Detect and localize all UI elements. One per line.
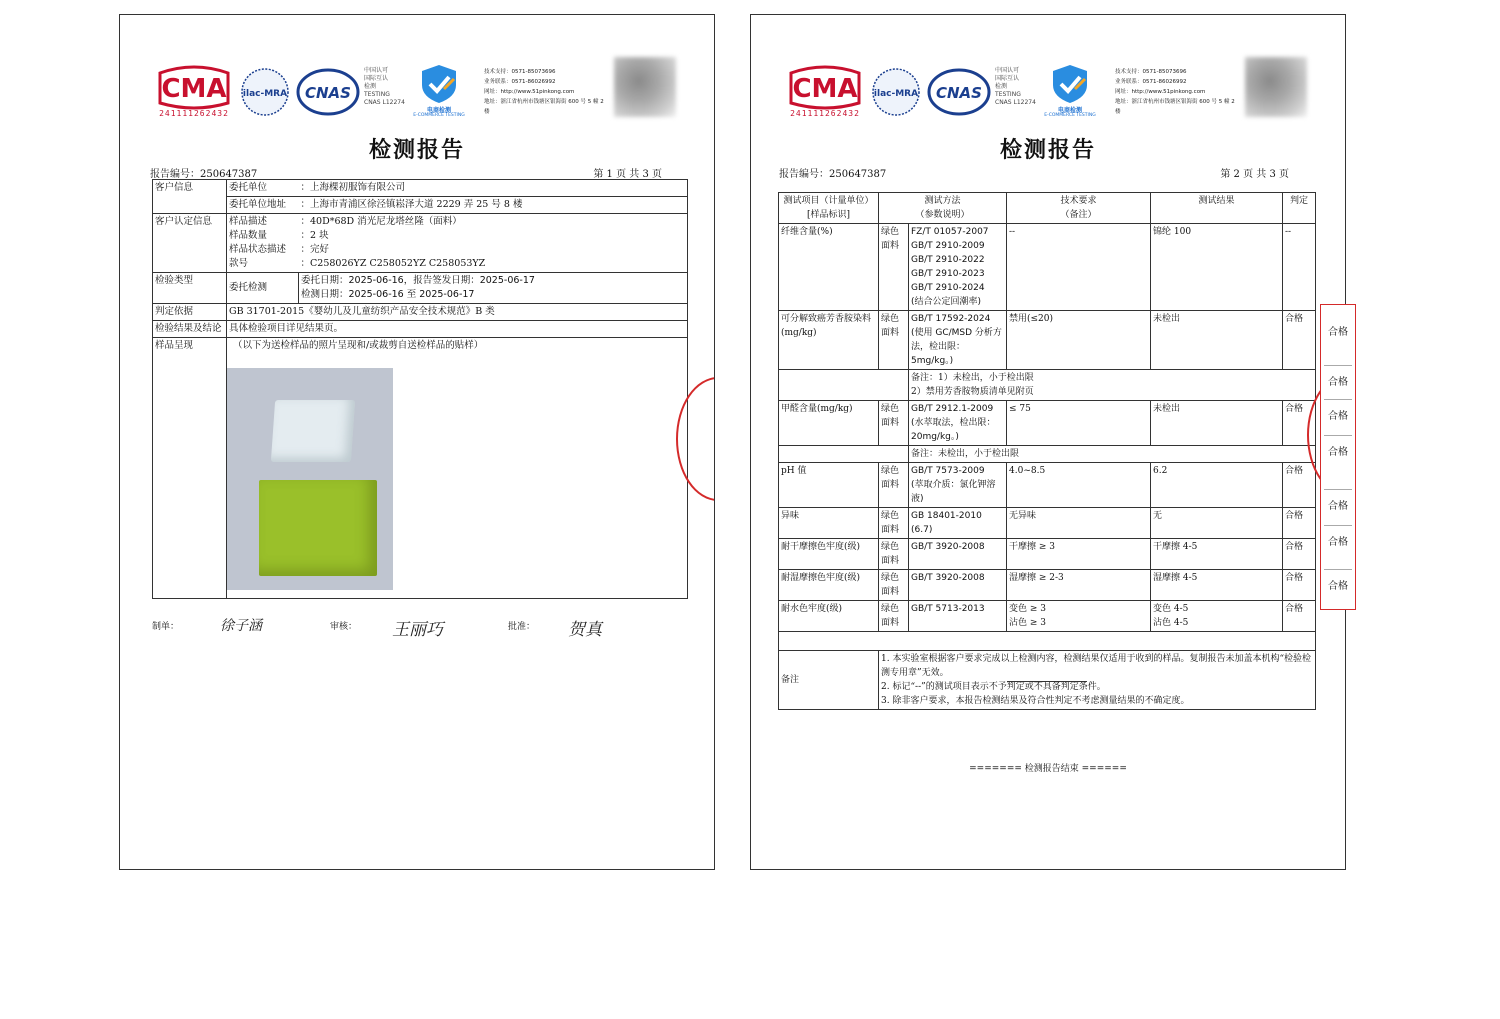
- note-cell: 备注：1）未检出，小于检出限 2）禁用芳香胺物质清单见附页: [909, 370, 1316, 401]
- confirm-labels: [227, 214, 299, 273]
- col-result: 测试结果: [1151, 193, 1283, 224]
- table-row: [153, 304, 688, 321]
- contact-address: 地址：浙江省杭州市钱塘区银海街 600 号 5 幢 2 楼: [1115, 99, 1235, 115]
- client-unit: 上海棵初服饰有限公司: [310, 182, 406, 193]
- header-logos: [154, 63, 694, 135]
- cnas-cert-text: 中国认可 国际互认 检测 TESTING CNAS L12274: [995, 67, 1036, 106]
- cma-logo-icon: [785, 63, 865, 115]
- ilac-mra-logo-icon: [871, 67, 921, 117]
- cnas-text: CNAS: [936, 84, 982, 102]
- item-cell: 异味: [779, 508, 879, 539]
- judge-cell: 合格: [1283, 311, 1316, 370]
- table-row: [153, 338, 688, 599]
- requirement-cell: --: [1007, 224, 1151, 311]
- insp-type-label: 检验类型: [153, 273, 227, 304]
- basis-label: 判定依据: [153, 304, 227, 321]
- ilac-text: ilac-MRA: [242, 89, 288, 99]
- cnas-cert-text: 中国认可 国际互认 检测 TESTING CNAS L12274: [364, 67, 405, 106]
- sample-cell: 绿色面料: [879, 539, 909, 570]
- result-value: 具体检验项目详见结果页。: [227, 321, 688, 338]
- requirement-cell: 干摩擦 ≥ 3: [1007, 539, 1151, 570]
- sample-note: （以下为送检样品的照片呈现和/或裁剪自送检样品的贴样）: [233, 340, 484, 351]
- cnas-logo-icon: [927, 67, 991, 117]
- result-cell: 锦纶 100: [1151, 224, 1283, 311]
- pass-separator: [1324, 489, 1352, 490]
- ecommerce-label: 电商检测: [426, 107, 451, 114]
- report-number: 报告编号：250647387: [779, 169, 887, 180]
- style-label: 款号: [229, 258, 249, 269]
- maker-label: 制单：: [152, 622, 180, 632]
- method-cell: GB 18401-2010 (6.7): [909, 508, 1007, 539]
- table-row: [153, 273, 688, 304]
- report-number: 报告编号：250647387: [150, 169, 258, 180]
- signature-row: [152, 619, 672, 643]
- pass-judgement-column: [1320, 304, 1356, 610]
- pass-separator: [1324, 435, 1352, 436]
- sample-cell: [227, 338, 688, 599]
- requirement-cell: 4.0~8.5: [1007, 463, 1151, 508]
- desc-label: 样品描述: [229, 216, 268, 227]
- page-number: 第 2 页 共 3 页: [1220, 169, 1289, 180]
- sample-cell: 绿色面料: [879, 570, 909, 601]
- note-row: [779, 446, 1316, 463]
- sample-cell: 绿色面料: [879, 311, 909, 370]
- ecommerce-label: 电商检测: [1057, 107, 1082, 114]
- results-body: [779, 224, 1316, 632]
- judge-cell: --: [1283, 224, 1316, 311]
- pass-separator: [1324, 399, 1352, 400]
- cma-text: CMA: [792, 74, 858, 104]
- remark-row: [779, 651, 1316, 710]
- table-row: [779, 508, 1316, 539]
- col-item: 测试项目（计量单位） [样品标识]: [779, 193, 879, 224]
- requirement-cell: 湿摩擦 ≥ 2-3: [1007, 570, 1151, 601]
- method-cell: GB/T 3920-2008: [909, 539, 1007, 570]
- table-header-row: [779, 193, 1316, 224]
- table-row: [779, 224, 1316, 311]
- sample-desc: 40D*68D 消光尼龙塔丝隆（面料）: [310, 216, 462, 227]
- pass-label: 合格: [1328, 411, 1348, 422]
- method-cell: GB/T 17592-2024 (使用 GC/MSD 分析方法，检出限：5mg/kg。): [909, 311, 1007, 370]
- method-cell: GB/T 3920-2008: [909, 570, 1007, 601]
- ilac-text: ilac-MRA: [873, 89, 919, 99]
- item-cell: 耐干摩擦色牢度(级): [779, 539, 879, 570]
- ilac-mra-logo-icon: [240, 67, 290, 117]
- table-row: [153, 180, 688, 197]
- ecommerce-testing-badge: [413, 63, 465, 119]
- dates-cell: [299, 273, 688, 304]
- note-spacer: [779, 446, 909, 463]
- table-row: [779, 463, 1316, 508]
- qr-code-blurred: [1245, 57, 1307, 117]
- test-date: 检测日期：2025-06-16 至 2025-06-17: [301, 289, 475, 300]
- judge-cell: 合格: [1283, 508, 1316, 539]
- table-row: [779, 601, 1316, 632]
- client-unit-label: 委托单位: [227, 180, 299, 197]
- pass-label: 合格: [1328, 447, 1348, 458]
- report-info-table: [152, 179, 688, 599]
- note-cell: 备注：未检出，小于检出限: [909, 446, 1316, 463]
- result-cell: 干摩擦 4-5: [1151, 539, 1283, 570]
- blank-row: [779, 632, 1316, 651]
- item-cell: 可分解致癌芳香胺染料(mg/kg): [779, 311, 879, 370]
- sample-photo: [227, 368, 393, 590]
- pass-label: 合格: [1328, 377, 1348, 388]
- cma-logo-icon: [154, 63, 234, 115]
- insp-type-value: 委托检测: [227, 273, 299, 304]
- qr-code-blurred: [614, 57, 676, 117]
- green-fabric-swatch: [259, 480, 377, 576]
- method-cell: GB/T 2912.1-2009 (水萃取法，检出限：20mg/kg。): [909, 401, 1007, 446]
- contact-website: 网址：http://www.51pinkong.com: [484, 89, 575, 95]
- shield-check-icon: [416, 63, 462, 105]
- confirm-info-label: 客户认定信息: [153, 214, 227, 273]
- ecommerce-testing-badge: [1044, 63, 1096, 119]
- client-addr: 上海市青浦区徐泾镇崧泽大道 2229 弄 25 号 8 楼: [310, 199, 523, 210]
- entrust-date: 委托日期：2025-06-16，报告签发日期：2025-06-17: [301, 275, 535, 286]
- judge-cell: 合格: [1283, 401, 1316, 446]
- page-title: 检测报告: [999, 137, 1096, 163]
- pass-label: 合格: [1328, 327, 1348, 338]
- cnas-logo-icon: [296, 67, 360, 117]
- ecommerce-sub: E-COMMERCE TESTING: [1044, 113, 1096, 118]
- report-end-line: ======= 检测报告结束 ======: [969, 764, 1127, 774]
- result-cell: 变色 4-5 沾色 4-5: [1151, 601, 1283, 632]
- judge-cell: 合格: [1283, 463, 1316, 508]
- judge-cell: 合格: [1283, 601, 1316, 632]
- note-row: [779, 370, 1316, 401]
- sample-cell: 绿色面料: [879, 508, 909, 539]
- style-numbers: C258026YZ C258052YZ C258053YZ: [310, 258, 486, 269]
- item-cell: 耐水色牢度(级): [779, 601, 879, 632]
- pass-label: 合格: [1328, 501, 1348, 512]
- contact-info: [1115, 67, 1240, 117]
- divider: [1007, 681, 1087, 682]
- table-row: [153, 197, 688, 214]
- method-cell: GB/T 5713-2013: [909, 601, 1007, 632]
- maker-signature: 徐子涵: [220, 618, 262, 634]
- result-cell: 未检出: [1151, 401, 1283, 446]
- result-label: 检验结果及结论: [153, 321, 227, 338]
- qty-label: 样品数量: [229, 230, 268, 241]
- sample-cell: 绿色面料: [879, 401, 909, 446]
- col-judge: 判定: [1283, 193, 1316, 224]
- pass-label: 合格: [1328, 537, 1348, 548]
- cma-number: 241111262432: [159, 109, 229, 118]
- white-fabric-swatch: [271, 400, 355, 462]
- header-logos: [785, 63, 1325, 135]
- cma-text: CMA: [161, 74, 227, 104]
- result-cell: 无: [1151, 508, 1283, 539]
- table-row: [779, 401, 1316, 446]
- col-method: 测试方法 （参数说明）: [879, 193, 1007, 224]
- result-cell: 未检出: [1151, 311, 1283, 370]
- requirement-cell: 禁用(≤20): [1007, 311, 1151, 370]
- client-addr-label: 委托单位地址: [227, 197, 299, 214]
- pass-separator: [1324, 569, 1352, 570]
- requirement-cell: 无异味: [1007, 508, 1151, 539]
- ecommerce-sub: E-COMMERCE TESTING: [413, 113, 465, 118]
- sample-cell: 绿色面料: [879, 463, 909, 508]
- table-row: [779, 570, 1316, 601]
- result-cell: 湿摩擦 4-5: [1151, 570, 1283, 601]
- requirement-cell: 变色 ≥ 3 沾色 ≥ 3: [1007, 601, 1151, 632]
- col-requirement: 技术要求 （备注）: [1007, 193, 1151, 224]
- cma-number: 241111262432: [790, 109, 860, 118]
- basis-value: GB 31701-2015《婴幼儿及儿童纺织产品安全技术规范》B 类: [227, 304, 688, 321]
- remark-3: 3. 除非客户要求，本报告检测结果及符合性判定不考虑测量结果的不确定度。: [881, 696, 1190, 706]
- contact-tech: 技术支持：0571-85073696: [1115, 69, 1187, 75]
- review-label: 审核：: [330, 622, 358, 632]
- sample-label: 样品呈现: [153, 338, 227, 599]
- result-cell: 6.2: [1151, 463, 1283, 508]
- pass-label: 合格: [1328, 581, 1348, 592]
- judge-cell: 合格: [1283, 570, 1316, 601]
- approver-signature: 贺真: [568, 620, 602, 640]
- item-cell: pH 值: [779, 463, 879, 508]
- page-title: 检测报告: [368, 137, 465, 163]
- client-info-label: 客户信息: [153, 180, 227, 214]
- reviewer-signature: 王丽巧: [392, 620, 443, 640]
- sample-cell: 绿色面料: [879, 601, 909, 632]
- requirement-cell: ≤ 75: [1007, 401, 1151, 446]
- results-table: [778, 192, 1316, 710]
- report-page-1: [119, 14, 715, 870]
- pass-separator: [1324, 525, 1352, 526]
- remark-1: 1. 本实验室根据客户要求完成以上检测内容，检测结果仅适用于收到的样品。复制报告未加盖本机构“检验检测专用章”无效。: [881, 654, 1312, 678]
- state-label: 样品状态描述: [229, 244, 287, 255]
- page-number: 第 1 页 共 3 页: [593, 169, 662, 180]
- contact-info: [484, 67, 609, 117]
- judge-cell: 合格: [1283, 539, 1316, 570]
- remark-content: [879, 651, 1316, 710]
- client-unit-cell: ：上海棵初服饰有限公司: [299, 180, 688, 197]
- method-cell: GB/T 7573-2009 (萃取介质：氯化钾溶液): [909, 463, 1007, 508]
- shield-check-icon: [1047, 63, 1093, 105]
- remark-label: 备注: [779, 651, 879, 710]
- table-row: [779, 539, 1316, 570]
- item-cell: 纤维含量(%): [779, 224, 879, 311]
- client-addr-cell: ：上海市青浦区徐泾镇崧泽大道 2229 弄 25 号 8 楼: [299, 197, 688, 214]
- table-row: [153, 321, 688, 338]
- contact-business: 业务联系：0571-86026992: [484, 79, 556, 85]
- sample-state: 完好: [310, 244, 330, 255]
- pass-separator: [1324, 365, 1352, 366]
- contact-business: 业务联系：0571-86026992: [1115, 79, 1187, 85]
- cnas-text: CNAS: [305, 84, 351, 102]
- report-page-2: [750, 14, 1346, 870]
- contact-tech: 技术支持：0571-85073696: [484, 69, 556, 75]
- sample-cell: 绿色面料: [879, 224, 909, 311]
- item-cell: 耐湿摩擦色牢度(级): [779, 570, 879, 601]
- confirm-values: ：40D*68D 消光尼龙塔丝隆（面料） ：2 块 ：完好 ：C258026YZ C258052YZ C258053YZ: [299, 214, 688, 273]
- contact-website: 网址：http://www.51pinkong.com: [1115, 89, 1206, 95]
- note-spacer: [779, 370, 909, 401]
- item-cell: 甲醛含量(mg/kg): [779, 401, 879, 446]
- table-row: [153, 214, 688, 273]
- contact-address: 地址：浙江省杭州市钱塘区银海街 600 号 5 幢 2 楼: [484, 99, 604, 115]
- method-cell: FZ/T 01057-2007 GB/T 2910-2009 GB/T 2910-2022 GB/T 2910-2023 GB/T 2910-2024 (结合公定回潮率): [909, 224, 1007, 311]
- approve-label: 批准：: [508, 622, 536, 632]
- sample-qty: 2 块: [310, 230, 329, 241]
- remark-2: 2. 标记“--”的测试项目表示不予判定或不具备判定条件。: [881, 682, 1106, 692]
- table-row: [779, 311, 1316, 370]
